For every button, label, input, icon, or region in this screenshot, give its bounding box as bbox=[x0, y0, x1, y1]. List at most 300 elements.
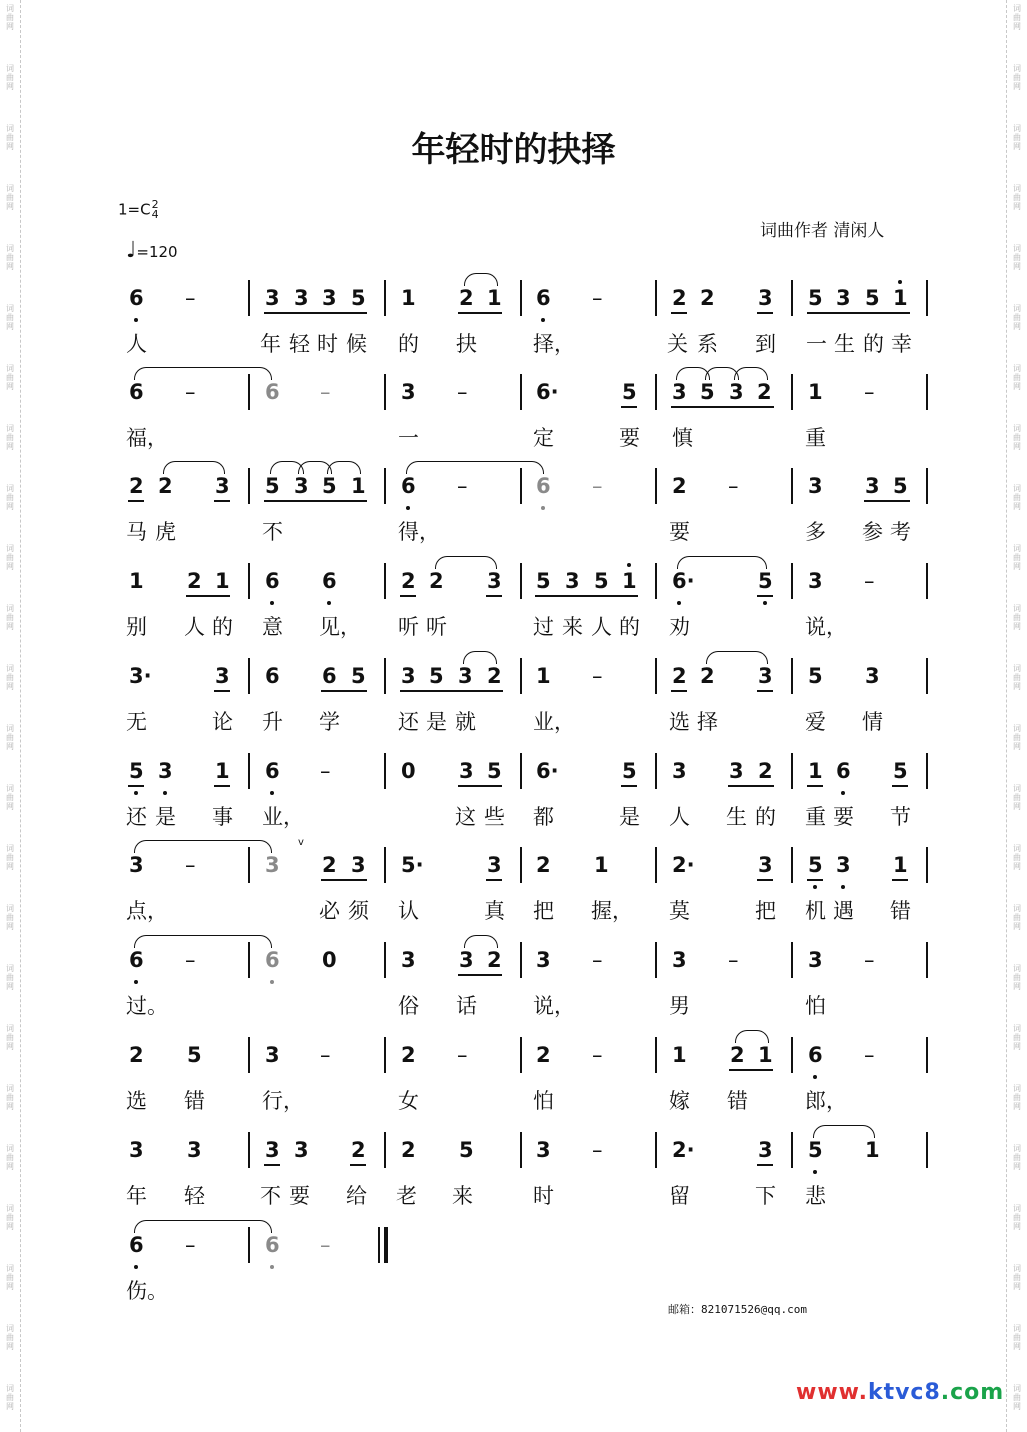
note: 3 bbox=[672, 380, 687, 404]
note: 3 bbox=[758, 1138, 773, 1162]
lyric: 把 bbox=[755, 899, 776, 923]
note: 5 bbox=[351, 286, 366, 310]
lyric: 一 bbox=[806, 332, 827, 356]
lyric: 要 bbox=[669, 520, 690, 544]
lyric: 时 bbox=[533, 1184, 554, 1208]
barline bbox=[248, 1037, 250, 1073]
lyric: 人 bbox=[669, 805, 690, 829]
slur bbox=[677, 556, 767, 569]
lyric: 到 bbox=[755, 332, 776, 356]
note: 2 bbox=[730, 1043, 745, 1067]
eighth-underline bbox=[757, 879, 773, 881]
watermark-text: 词 曲 网 bbox=[1013, 484, 1021, 511]
watermark-text: 词 曲 网 bbox=[6, 304, 14, 331]
lyric: 参 bbox=[862, 520, 883, 544]
note: 3 bbox=[536, 1138, 551, 1162]
lyric: 抉 bbox=[456, 332, 477, 356]
lyric: 人 bbox=[591, 615, 612, 639]
slur bbox=[327, 461, 361, 474]
barline bbox=[248, 847, 250, 883]
lyric: 爱 bbox=[805, 710, 826, 734]
watermark-text: 词 曲 网 bbox=[1013, 304, 1021, 331]
tied-note: 6 bbox=[265, 380, 280, 404]
note: 2 bbox=[757, 380, 772, 404]
note: 6 bbox=[401, 474, 416, 498]
eighth-underline bbox=[400, 690, 503, 692]
lyric: 机 bbox=[805, 899, 826, 923]
site-logo[interactable] bbox=[796, 1380, 1004, 1405]
barline bbox=[520, 658, 522, 694]
high-octave-dot bbox=[627, 563, 631, 567]
watermark-text: 词 曲 网 bbox=[6, 604, 14, 631]
low-octave-dot bbox=[134, 318, 138, 322]
lyric: 重 bbox=[805, 805, 826, 829]
eighth-underline bbox=[864, 500, 910, 502]
note: 5 bbox=[893, 474, 908, 498]
watermark-text: 词 曲 网 bbox=[1013, 1384, 1021, 1411]
note: 5 bbox=[322, 474, 337, 498]
note: 2 bbox=[536, 1043, 551, 1067]
eighth-underline bbox=[128, 500, 144, 502]
note: 6 bbox=[322, 664, 337, 688]
watermark-text: 词 曲 网 bbox=[1013, 184, 1021, 211]
note: 2 bbox=[758, 759, 773, 783]
barline bbox=[384, 563, 386, 599]
note: 2 bbox=[158, 474, 173, 498]
note: 2 bbox=[187, 569, 202, 593]
note: 5 bbox=[129, 759, 144, 783]
note: 0 bbox=[401, 759, 416, 783]
barline bbox=[926, 658, 928, 694]
note: 6 bbox=[129, 948, 144, 972]
watermark-text: 词 曲 网 bbox=[1013, 724, 1021, 751]
note: 3 bbox=[215, 474, 230, 498]
note: 3· bbox=[129, 664, 152, 688]
watermark-text: 词 曲 网 bbox=[6, 844, 14, 871]
eighth-underline bbox=[671, 312, 687, 314]
lyric: 生 bbox=[726, 805, 747, 829]
lyric: 莫 bbox=[669, 899, 690, 923]
eighth-underline bbox=[729, 1069, 773, 1071]
eighth-underline bbox=[458, 974, 502, 976]
hold-dash: – bbox=[728, 948, 739, 972]
tied-note: 6 bbox=[265, 948, 280, 972]
lyric: 给 bbox=[346, 1184, 367, 1208]
note: 2 bbox=[459, 286, 474, 310]
lyric: 见， bbox=[319, 615, 361, 639]
lyric: 错 bbox=[890, 899, 911, 923]
lyric: 握， bbox=[591, 899, 633, 923]
lyric: 认 bbox=[398, 899, 419, 923]
lyric: 说， bbox=[533, 994, 575, 1018]
lyric: 业， bbox=[262, 805, 304, 829]
watermark-text: 词 曲 网 bbox=[6, 1144, 14, 1171]
hold-dash: – bbox=[185, 380, 196, 404]
lyric: 的 bbox=[398, 332, 419, 356]
watermark-text: 词 曲 网 bbox=[6, 1084, 14, 1111]
watermark-text: 词 曲 网 bbox=[6, 124, 14, 151]
lyric: 的 bbox=[755, 805, 776, 829]
eighth-underline bbox=[321, 690, 367, 692]
lyric: 人 bbox=[184, 615, 205, 639]
lyric: 真 bbox=[484, 899, 505, 923]
lyric: 些 bbox=[484, 805, 505, 829]
hold-dash: – bbox=[728, 474, 739, 498]
note: 6 bbox=[322, 569, 337, 593]
lyric: 郎， bbox=[805, 1089, 847, 1113]
low-octave-dot bbox=[270, 601, 274, 605]
barline bbox=[248, 468, 250, 504]
note: 2 bbox=[700, 286, 715, 310]
barline bbox=[926, 563, 928, 599]
lyric: 错 bbox=[184, 1089, 205, 1113]
lyric: 节 bbox=[890, 805, 911, 829]
lyric: 下 bbox=[755, 1184, 776, 1208]
eighth-underline bbox=[264, 500, 367, 502]
barline bbox=[926, 280, 928, 316]
note: 6 bbox=[836, 759, 851, 783]
low-octave-dot bbox=[813, 885, 817, 889]
note: 5 bbox=[536, 569, 551, 593]
lyric: 男 bbox=[669, 994, 690, 1018]
barline bbox=[520, 1037, 522, 1073]
lyric: 伤。 bbox=[126, 1279, 168, 1303]
lyric: 业， bbox=[533, 710, 575, 734]
slur bbox=[813, 1125, 875, 1138]
lyric: 时 bbox=[317, 332, 338, 356]
slur bbox=[464, 935, 498, 948]
lyric: 老 bbox=[396, 1184, 417, 1208]
note: 3 bbox=[672, 759, 687, 783]
contact-email: 邮箱：821071526@qq.com bbox=[668, 1303, 807, 1316]
score-system-4 bbox=[0, 563, 1027, 658]
note: 5 bbox=[865, 286, 880, 310]
site-logo-part: ktvc8 bbox=[867, 1380, 941, 1405]
watermark-text: 词 曲 网 bbox=[6, 484, 14, 511]
lyric: 系 bbox=[697, 332, 718, 356]
watermark-text: 词 曲 网 bbox=[6, 724, 14, 751]
score-system-5 bbox=[0, 658, 1027, 753]
note: 2· bbox=[672, 1138, 695, 1162]
hold-dash: – bbox=[592, 286, 603, 310]
note: 6 bbox=[265, 569, 280, 593]
low-octave-dot bbox=[134, 791, 138, 795]
note: 1 bbox=[893, 853, 908, 877]
note: 1 bbox=[536, 664, 551, 688]
eighth-underline bbox=[892, 879, 908, 881]
barline bbox=[384, 847, 386, 883]
eighth-underline bbox=[458, 785, 502, 787]
tie bbox=[134, 1220, 272, 1233]
note: 6 bbox=[536, 286, 551, 310]
barline bbox=[248, 1132, 250, 1168]
tie bbox=[134, 935, 272, 948]
barline bbox=[520, 280, 522, 316]
eighth-underline bbox=[186, 595, 230, 597]
lyric: 选 bbox=[126, 1089, 147, 1113]
lyric: 的 bbox=[619, 615, 640, 639]
time-signature bbox=[152, 200, 159, 220]
eighth-underline bbox=[128, 785, 144, 787]
barline bbox=[384, 753, 386, 789]
note: 2 bbox=[401, 1138, 416, 1162]
lyric: 升 bbox=[262, 710, 283, 734]
note: 3 bbox=[808, 569, 823, 593]
note: 3 bbox=[294, 286, 309, 310]
barline bbox=[384, 280, 386, 316]
lyric: 是 bbox=[619, 805, 640, 829]
barline bbox=[791, 280, 793, 316]
barline bbox=[655, 753, 657, 789]
note: 3 bbox=[351, 853, 366, 877]
score-system-3 bbox=[0, 468, 1027, 563]
score-system-10 bbox=[0, 1132, 1027, 1227]
barline bbox=[384, 942, 386, 978]
hold-dash: – bbox=[185, 286, 196, 310]
lyric: 得， bbox=[398, 520, 440, 544]
watermark-text: 词 曲 网 bbox=[1013, 1144, 1021, 1171]
song-title: 年轻时的抉择 bbox=[411, 130, 616, 170]
barline bbox=[655, 1132, 657, 1168]
lyric: 是 bbox=[426, 710, 447, 734]
note: 2 bbox=[401, 569, 416, 593]
final-barline-thick bbox=[384, 1227, 388, 1263]
score-system-2 bbox=[0, 374, 1027, 469]
note: 1 bbox=[487, 286, 502, 310]
low-octave-dot bbox=[134, 980, 138, 984]
note: 5 bbox=[700, 380, 715, 404]
note: 3 bbox=[265, 1043, 280, 1067]
note: 3 bbox=[158, 759, 173, 783]
note: 5 bbox=[351, 664, 366, 688]
barline bbox=[384, 1132, 386, 1168]
hold-dash: – bbox=[592, 1043, 603, 1067]
note: 3 bbox=[865, 664, 880, 688]
hold-dash: – bbox=[864, 948, 875, 972]
note: 2· bbox=[672, 853, 695, 877]
lyric: 话 bbox=[456, 994, 477, 1018]
barline bbox=[791, 753, 793, 789]
lyric: 留 bbox=[669, 1184, 690, 1208]
note: 2 bbox=[672, 664, 687, 688]
slur bbox=[163, 461, 225, 474]
note: 1 bbox=[351, 474, 366, 498]
barline bbox=[926, 753, 928, 789]
lyric: 轻 bbox=[289, 332, 310, 356]
eighth-underline bbox=[671, 406, 774, 408]
time-top: 2 bbox=[151, 198, 159, 211]
note: 3 bbox=[401, 948, 416, 972]
key-label: 1=C bbox=[118, 200, 151, 219]
barline bbox=[384, 468, 386, 504]
low-octave-dot bbox=[270, 1265, 274, 1269]
low-octave-dot bbox=[541, 318, 545, 322]
note: 3 bbox=[294, 1138, 309, 1162]
lyric: 来 bbox=[562, 615, 583, 639]
watermark-text: 词 曲 网 bbox=[6, 4, 14, 31]
low-octave-dot bbox=[841, 791, 845, 795]
note: 3 bbox=[729, 759, 744, 783]
lyric: 生 bbox=[834, 332, 855, 356]
hold-dash: – bbox=[320, 1043, 331, 1067]
hold-dash: – bbox=[457, 474, 468, 498]
barline bbox=[384, 658, 386, 694]
note: 1 bbox=[893, 286, 908, 310]
note: 5 bbox=[808, 853, 823, 877]
lyric: 学 bbox=[319, 710, 340, 734]
lyric: 听 bbox=[426, 615, 447, 639]
hold-dash: – bbox=[320, 759, 331, 783]
note: 5 bbox=[893, 759, 908, 783]
watermark-text: 词 曲 网 bbox=[1013, 4, 1021, 31]
lyric: 的 bbox=[863, 332, 884, 356]
eighth-underline bbox=[807, 879, 823, 881]
barline bbox=[384, 374, 386, 410]
key-signature bbox=[118, 200, 159, 220]
hold-dash: – bbox=[864, 380, 875, 404]
note: 1 bbox=[808, 380, 823, 404]
low-octave-dot bbox=[677, 601, 681, 605]
hold-dash: – bbox=[320, 1233, 331, 1257]
note: 5 bbox=[622, 380, 637, 404]
barline bbox=[926, 1037, 928, 1073]
eighth-underline bbox=[671, 690, 687, 692]
watermark-text: 词 曲 网 bbox=[6, 184, 14, 211]
lyric: 嫁 bbox=[669, 1089, 690, 1113]
hold-dash: – bbox=[592, 474, 603, 498]
watermark-text: 词 曲 网 bbox=[1013, 364, 1021, 391]
lyric: 须 bbox=[348, 899, 369, 923]
watermark-text: 词 曲 网 bbox=[6, 1324, 14, 1351]
note: 3 bbox=[729, 380, 744, 404]
lyric: 必 bbox=[319, 899, 340, 923]
barline bbox=[926, 942, 928, 978]
eighth-underline bbox=[458, 312, 502, 314]
note: 1 bbox=[401, 286, 416, 310]
lyric: 选 bbox=[669, 710, 690, 734]
note: 5 bbox=[808, 1138, 823, 1162]
lyric: 定 bbox=[533, 426, 554, 450]
lyric: 无 bbox=[126, 710, 147, 734]
high-octave-dot bbox=[898, 280, 902, 284]
hold-dash: – bbox=[185, 1233, 196, 1257]
watermark-text: 词 曲 网 bbox=[1013, 64, 1021, 91]
eighth-underline bbox=[214, 500, 230, 502]
note: 3 bbox=[458, 664, 473, 688]
quarter-note-icon: ♩ bbox=[126, 238, 137, 263]
barline bbox=[655, 847, 657, 883]
watermark-text: 词 曲 网 bbox=[6, 1204, 14, 1231]
low-octave-dot bbox=[270, 791, 274, 795]
note: 6 bbox=[808, 1043, 823, 1067]
note: 6 bbox=[265, 664, 280, 688]
watermark-text: 词 曲 网 bbox=[6, 964, 14, 991]
hold-dash: – bbox=[185, 948, 196, 972]
note: 5 bbox=[622, 759, 637, 783]
watermark-text: 词 曲 网 bbox=[1013, 544, 1021, 571]
score-system-9 bbox=[0, 1037, 1027, 1132]
tempo-marking bbox=[126, 238, 178, 263]
watermark-text: 词 曲 网 bbox=[6, 64, 14, 91]
eighth-underline bbox=[264, 312, 367, 314]
note: 3 bbox=[487, 569, 502, 593]
note: 5 bbox=[459, 1138, 474, 1162]
note: 5· bbox=[401, 853, 424, 877]
watermark-text: 词 曲 网 bbox=[1013, 784, 1021, 811]
lyric: 是 bbox=[155, 805, 176, 829]
note: 0 bbox=[322, 948, 337, 972]
hold-dash: – bbox=[457, 380, 468, 404]
watermark-text: 词 曲 网 bbox=[6, 1264, 14, 1291]
eighth-underline bbox=[486, 879, 502, 881]
time-bottom: 4 bbox=[151, 208, 159, 221]
watermark-text: 词 曲 网 bbox=[6, 244, 14, 271]
note: 3 bbox=[401, 380, 416, 404]
lyric: 遇 bbox=[833, 899, 854, 923]
lyric: 还 bbox=[398, 710, 419, 734]
eighth-underline bbox=[757, 312, 773, 314]
note: 1 bbox=[594, 853, 609, 877]
barline bbox=[384, 1037, 386, 1073]
eighth-underline bbox=[728, 785, 774, 787]
barline bbox=[248, 1227, 250, 1263]
lyric: 马 bbox=[126, 520, 147, 544]
note: 6 bbox=[265, 759, 280, 783]
watermark-text: 词 曲 网 bbox=[1013, 1324, 1021, 1351]
lyric: 年 bbox=[260, 332, 281, 356]
eighth-underline bbox=[757, 690, 773, 692]
note: 1 bbox=[215, 569, 230, 593]
score-system-11 bbox=[0, 1227, 1027, 1322]
lyric: 行， bbox=[262, 1089, 304, 1113]
lyric: 的 bbox=[212, 615, 233, 639]
lyric: 还 bbox=[126, 805, 147, 829]
lyric: 多 bbox=[805, 520, 826, 544]
lyric: 怕 bbox=[805, 994, 826, 1018]
barline bbox=[520, 1132, 522, 1168]
lyric: 要 bbox=[833, 805, 854, 829]
note: 2 bbox=[487, 948, 502, 972]
lyric: 论 bbox=[212, 710, 233, 734]
eighth-underline bbox=[214, 690, 230, 692]
eighth-underline bbox=[214, 785, 230, 787]
note: 3 bbox=[808, 474, 823, 498]
barline bbox=[248, 280, 250, 316]
lyric: 错 bbox=[727, 1089, 748, 1113]
lyric: 择 bbox=[697, 710, 718, 734]
lyric: 福， bbox=[126, 426, 168, 450]
eighth-underline bbox=[621, 785, 637, 787]
note: 1 bbox=[129, 569, 144, 593]
hold-dash: – bbox=[592, 664, 603, 688]
site-logo-part: .com bbox=[940, 1380, 1005, 1405]
lyric: 不 bbox=[262, 520, 283, 544]
note: 5 bbox=[758, 569, 773, 593]
lyric: 人 bbox=[126, 332, 147, 356]
note: 3 bbox=[187, 1138, 202, 1162]
hold-dash: – bbox=[185, 853, 196, 877]
lyric: 要 bbox=[289, 1184, 310, 1208]
barline bbox=[248, 658, 250, 694]
watermark-text: 词 曲 网 bbox=[1013, 424, 1021, 451]
note: 6· bbox=[536, 759, 559, 783]
low-octave-dot bbox=[763, 601, 767, 605]
barline bbox=[926, 468, 928, 504]
lyric: 考 bbox=[890, 520, 911, 544]
lyric: 要 bbox=[619, 426, 640, 450]
hold-dash: – bbox=[320, 380, 331, 404]
lyric: 事 bbox=[212, 805, 233, 829]
